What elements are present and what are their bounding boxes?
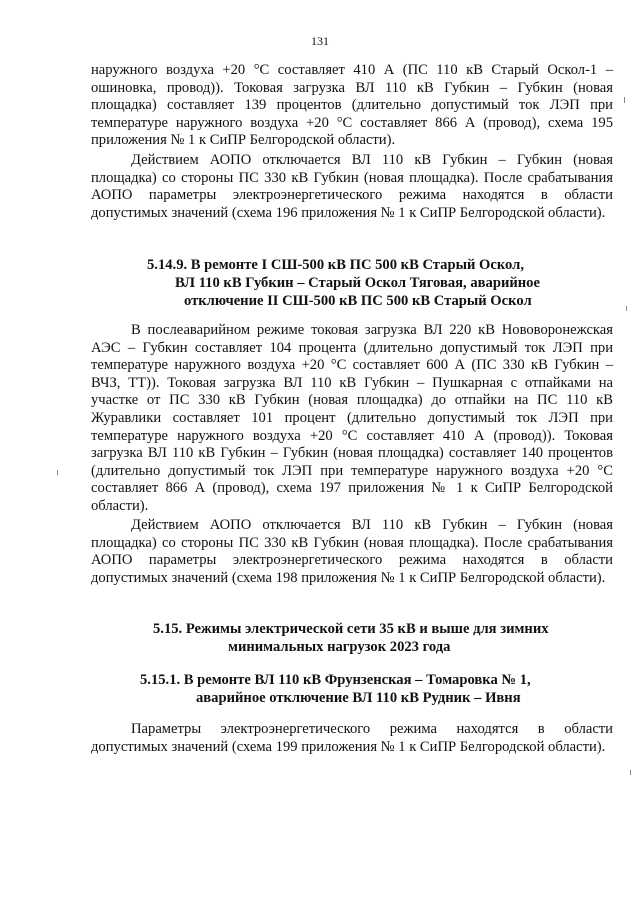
paragraph-post-emergency-text: В послеаварийном режиме токовая загрузка ВЛ 220 кВ Нововоронежская АЭС – Губкин составляет 104 процента (длительно допустимый ток ЛЭП при температуре наружного воздуха +20 °С составляет 600 А (ПС 330 кВ Губкин – ВЧЗ, ТТ)). Токовая загрузка ВЛ 110 кВ Губкин – Пушкарная с отпайками на участке от ПС 330 кВ Губкин (новая площадка) до отпайки на ПС 110 кВ Журавлики составляет 101 процент (длительно допустимый ток ЛЭП при температуре наружного воздуха +20 °С составляет 410 А (провод)). Токовая загрузка ВЛ 110 кВ Губкин – Губкин (новая площадка) составляет 140 процентов (длительно допустимый ток ЛЭП при температуре наружного воздуха +20 °С составляет 866 А (провод), схема 197 приложения № 1 к СиПР Белгородской области).	[91, 322, 613, 514]
heading-5-14-9-line-2: ВЛ 110 кВ Губкин – Старый Оскол Тяговая, аварийное	[175, 275, 540, 291]
heading-5-14-9-line-1: 5.14.9. В ремонте I СШ-500 кВ ПС 500 кВ Старый Оскол,	[147, 257, 525, 273]
section-heading-5-14-9	[91, 256, 613, 310]
scan-mark	[624, 97, 625, 103]
scan-mark	[57, 470, 58, 475]
heading-5-14-9-line-3: отключение II СШ-500 кВ ПС 500 кВ Старый Оскол	[184, 293, 532, 309]
paragraph-aopo-2-text: Действием АОПО отключается ВЛ 110 кВ Губкин – Губкин (новая площадка) со стороны ПС 330 кВ Губкин (новая площадка). После срабатывания АОПО параметры электроэнергетического режима находятся в области допустимых значений (схема 198 приложения № 1 к СиПР Белгородской области).	[91, 517, 613, 586]
aopo-paragraph-2	[91, 517, 613, 587]
section-heading-5-15	[91, 620, 613, 656]
heading-5-15-line-2: минимальных нагрузок 2023 года	[228, 639, 451, 655]
heading-5-15-line-1: 5.15. Режимы электрической сети 35 кВ и выше для зимних	[153, 621, 549, 637]
continuation-paragraph	[91, 62, 613, 150]
scan-mark	[630, 770, 631, 775]
paragraph-regime-text: Параметры электроэнергетического режима находятся в области допустимых значений (схема 199 приложения № 1 к СиПР Белгородской области).	[91, 721, 613, 755]
regime-parameters-paragraph	[91, 721, 613, 756]
heading-5-15-1-line-1: 5.15.1. В ремонте ВЛ 110 кВ Фрунзенская – Томаровка № 1,	[140, 672, 531, 688]
paragraph-aopo-1-text: Действием АОПО отключается ВЛ 110 кВ Губкин – Губкин (новая площадка) со стороны ПС 330 кВ Губкин (новая площадка). После срабатывания АОПО параметры электроэнергетического режима находятся в области допустимых значений (схема 196 приложения № 1 к СиПР Белгородской области).	[91, 152, 613, 221]
heading-5-15-1-line-2: аварийное отключение ВЛ 110 кВ Рудник – Ивня	[196, 690, 521, 706]
aopo-paragraph-1	[91, 152, 613, 222]
paragraph-continuation-text: наружного воздуха +20 °С составляет 410 А (ПС 110 кВ Старый Оскол-1 – ошиновка, провод)). Токовая загрузка ВЛ 110 кВ Губкин – Губкин (новая площадка) составляет 139 процентов (длительно допустимый ток ЛЭП при температуре наружного воздуха +20 °С составляет 866 А (провод), схема 195 приложения № 1 к СиПР Белгородской области).	[91, 62, 613, 149]
scan-mark	[626, 306, 627, 311]
page-number: 131	[311, 34, 329, 48]
section-heading-5-15-1	[91, 671, 613, 707]
post-emergency-paragraph	[91, 322, 613, 516]
